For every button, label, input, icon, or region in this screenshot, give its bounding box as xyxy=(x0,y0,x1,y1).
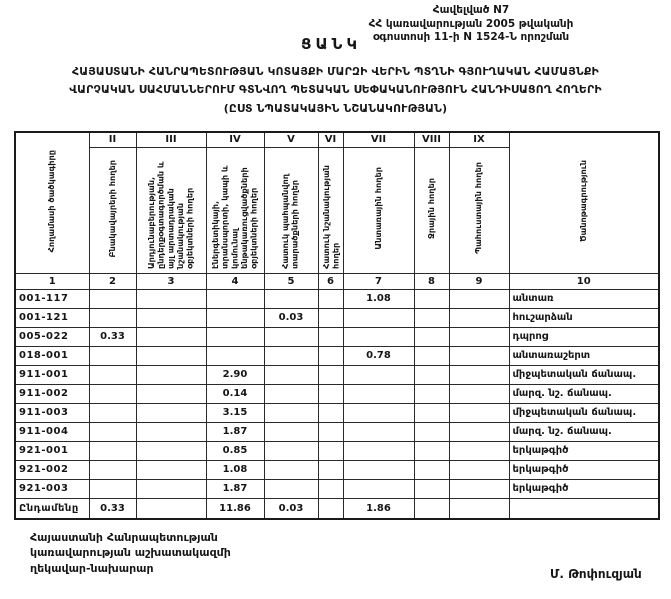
area-value xyxy=(136,384,206,403)
area-value xyxy=(414,346,449,365)
table-row xyxy=(15,346,659,365)
roman-numeral-V: V xyxy=(264,132,318,147)
note-cell: հուշարձան xyxy=(509,308,659,327)
roman-numeral-IV: IV xyxy=(206,132,264,147)
roman-numeral-VI: VI xyxy=(318,132,343,147)
area-value xyxy=(264,346,318,365)
plot-code: 001-117 xyxy=(15,289,89,308)
area-value xyxy=(136,327,206,346)
title-line: (ԸՍՏ ՆՊԱՏԱԿԱՅԻՆ ՆՇԱՆԱԿՈՒԹՅԱՆ) xyxy=(223,101,448,115)
area-value xyxy=(414,384,449,403)
area-value xyxy=(449,365,509,384)
table-row xyxy=(15,422,659,441)
plot-code: 911-004 xyxy=(15,422,89,441)
document-title xyxy=(0,63,671,118)
column-number: 7 xyxy=(343,273,414,289)
plot-code: 921-003 xyxy=(15,479,89,498)
area-value xyxy=(449,479,509,498)
plot-code: 911-001 xyxy=(15,365,89,384)
area-value xyxy=(206,308,264,327)
column-number: 10 xyxy=(509,273,659,289)
area-value xyxy=(264,479,318,498)
plot-code: 921-001 xyxy=(15,441,89,460)
table-row xyxy=(15,384,659,403)
area-value xyxy=(206,346,264,365)
roman-numeral-VIII: VIII xyxy=(414,132,449,147)
appendix-reference xyxy=(356,4,586,45)
land-list-table-wrapper xyxy=(14,131,660,520)
area-value xyxy=(264,460,318,479)
plot-code: 018-001 xyxy=(15,346,89,365)
plot-code: 005-022 xyxy=(15,327,89,346)
area-value xyxy=(449,384,509,403)
col-header-special-purpose-lands: Հատուկ նշանակության հողեր xyxy=(318,147,343,273)
area-value xyxy=(136,346,206,365)
area-value xyxy=(318,460,343,479)
area-value xyxy=(89,346,136,365)
note-cell: մարզ. նշ. ճանապ. xyxy=(509,422,659,441)
area-value xyxy=(206,327,264,346)
area-value: 0.14 xyxy=(206,384,264,403)
area-value: 0.78 xyxy=(343,346,414,365)
column-number-row xyxy=(15,273,659,289)
column-number: 2 xyxy=(89,273,136,289)
plot-code: 921-002 xyxy=(15,460,89,479)
col-header-energy-transport-lands: էներգետիկայի, տրանսպորտի, կապի և կոմունալ ենթակառուցվածքների օբյեկտների հողեր xyxy=(206,147,264,273)
col-header-reserve-lands: Պահուստային հողեր xyxy=(449,147,509,273)
note-cell: երկաթգիծ xyxy=(509,460,659,479)
total-industrial xyxy=(136,498,206,519)
area-value xyxy=(136,403,206,422)
area-value: 1.87 xyxy=(206,422,264,441)
note-cell: միջպետական ճանապ. xyxy=(509,365,659,384)
area-value: 0.85 xyxy=(206,441,264,460)
area-value: 3.15 xyxy=(206,403,264,422)
table-row xyxy=(15,441,659,460)
plot-code: 911-003 xyxy=(15,403,89,422)
area-value: 2.90 xyxy=(206,365,264,384)
note-cell: երկաթգիծ xyxy=(509,479,659,498)
area-value xyxy=(264,403,318,422)
area-value xyxy=(414,422,449,441)
area-value xyxy=(318,289,343,308)
area-value xyxy=(318,479,343,498)
area-value xyxy=(136,422,206,441)
roman-numeral-VII: VII xyxy=(343,132,414,147)
note-cell: անտառաշերտ xyxy=(509,346,659,365)
area-value xyxy=(89,403,136,422)
appendix-line: ՀՀ կառավարության 2005 թվականի xyxy=(368,17,574,30)
total-special xyxy=(318,498,343,519)
area-value xyxy=(449,403,509,422)
area-value xyxy=(89,479,136,498)
column-number: 5 xyxy=(264,273,318,289)
area-value xyxy=(89,460,136,479)
area-value xyxy=(318,308,343,327)
signatory-line: ղեկավար-նախարար xyxy=(30,561,154,575)
area-value xyxy=(343,384,414,403)
area-value xyxy=(414,308,449,327)
area-value xyxy=(343,308,414,327)
area-value xyxy=(318,422,343,441)
area-value xyxy=(318,327,343,346)
area-value xyxy=(449,327,509,346)
area-value xyxy=(318,384,343,403)
table-row xyxy=(15,327,659,346)
signatory-block xyxy=(30,530,231,576)
area-value: 0.03 xyxy=(264,308,318,327)
area-value xyxy=(414,327,449,346)
total-protected: 0.03 xyxy=(264,498,318,519)
area-value: 0.33 xyxy=(89,327,136,346)
area-value xyxy=(89,365,136,384)
table-row xyxy=(15,289,659,308)
total-reserve xyxy=(449,498,509,519)
area-value xyxy=(343,479,414,498)
table-row xyxy=(15,403,659,422)
note-cell: դպրոց xyxy=(509,327,659,346)
title-line: ՀԱՅԱՍՏԱՆԻ ՀԱՆՐԱՊԵՏՈՒԹՅԱՆ ԿՈՏԱՅՔԻ ՄԱՐԶԻ ՎԵՐԻՆ ՊՏՂՆԻ ԳՅՈՒՂԱԿԱՆ ՀԱՄԱՅՆՔԻ xyxy=(72,65,599,78)
total-energy-transport: 11.86 xyxy=(206,498,264,519)
area-value xyxy=(414,460,449,479)
note-cell: երկաթգիծ xyxy=(509,441,659,460)
area-value xyxy=(318,365,343,384)
area-value xyxy=(449,308,509,327)
signatory-line: կառավարության աշխատակազմի xyxy=(30,546,231,560)
total-forest: 1.86 xyxy=(343,498,414,519)
area-value xyxy=(264,327,318,346)
roman-numeral-IX: IX xyxy=(449,132,509,147)
area-value xyxy=(449,460,509,479)
area-value xyxy=(449,346,509,365)
col-header-industrial-lands: Արդյունաբերության, ընդերքօգտագործման և այլ արտադրական նշանակության օբյեկտների հողեր xyxy=(136,147,206,273)
table-row xyxy=(15,308,659,327)
note-cell: միջպետական ճանապ. xyxy=(509,403,659,422)
area-value xyxy=(206,289,264,308)
area-value: 1.87 xyxy=(206,479,264,498)
area-value xyxy=(264,289,318,308)
total-row xyxy=(15,498,659,519)
note-cell: մարզ. նշ. ճանապ. xyxy=(509,384,659,403)
table-row xyxy=(15,479,659,498)
area-value xyxy=(414,365,449,384)
col-header-note: Ծանոթագրություն xyxy=(509,132,659,273)
area-value xyxy=(136,289,206,308)
title-line: ՎԱՐՉԱԿԱՆ ՍԱՀՄԱՆՆԵՐՈՒՄ ԳՏՆՎՈՂ ՊԵՏԱԿԱՆ ՍԵՓԱԿԱՆՈՒԹՅՈՒՆ ՀԱՆԴԻՍԱՑՈՂ ՀՈՂԵՐԻ xyxy=(69,83,602,97)
table-body xyxy=(15,289,659,498)
area-value xyxy=(264,441,318,460)
area-value xyxy=(89,422,136,441)
area-value xyxy=(136,308,206,327)
roman-numeral-III: III xyxy=(136,132,206,147)
area-value xyxy=(449,289,509,308)
area-value xyxy=(343,422,414,441)
appendix-line: Հավելված N7 xyxy=(432,4,510,16)
roman-numeral-II: II xyxy=(89,132,136,147)
col-header-plot-code: Հողամասի ծածկագիրը xyxy=(15,132,89,273)
col-header-settlement-lands: Բնակավայրերի հողեր xyxy=(89,147,136,273)
plot-code: 911-002 xyxy=(15,384,89,403)
area-value xyxy=(136,460,206,479)
table-row xyxy=(15,365,659,384)
total-settlement: 0.33 xyxy=(89,498,136,519)
area-value xyxy=(343,460,414,479)
area-value xyxy=(318,346,343,365)
area-value xyxy=(343,403,414,422)
area-value: 1.08 xyxy=(206,460,264,479)
land-list-table xyxy=(14,131,660,520)
total-label: Ընդամենը xyxy=(15,498,89,519)
area-value xyxy=(89,384,136,403)
area-value xyxy=(264,384,318,403)
area-value xyxy=(414,479,449,498)
area-value xyxy=(89,441,136,460)
area-value xyxy=(343,365,414,384)
area-value xyxy=(264,422,318,441)
col-header-protected-lands: Հատուկ պահպանվող տարածքների հողեր xyxy=(264,147,318,273)
column-number: 1 xyxy=(15,273,89,289)
table-row xyxy=(15,460,659,479)
total-note xyxy=(509,498,659,519)
column-number: 4 xyxy=(206,273,264,289)
col-header-forest-lands: Անտառային հողեր xyxy=(343,147,414,273)
area-value xyxy=(343,441,414,460)
area-value xyxy=(89,289,136,308)
column-number: 8 xyxy=(414,273,449,289)
column-number: 9 xyxy=(449,273,509,289)
column-number: 3 xyxy=(136,273,206,289)
area-value xyxy=(449,441,509,460)
area-value xyxy=(414,441,449,460)
column-number: 6 xyxy=(318,273,343,289)
area-value xyxy=(318,403,343,422)
area-value xyxy=(343,327,414,346)
area-value: 1.08 xyxy=(343,289,414,308)
roman-numeral-row xyxy=(15,132,659,147)
area-value xyxy=(318,441,343,460)
signatory-line: Հայաստանի Հանրապետության xyxy=(30,531,218,544)
area-value xyxy=(264,365,318,384)
plot-code: 001-121 xyxy=(15,308,89,327)
appendix-line: օգոստոսի 11-ի N 1524-Ն որոշման xyxy=(372,31,570,44)
area-value xyxy=(414,403,449,422)
area-value xyxy=(449,422,509,441)
area-value xyxy=(89,308,136,327)
note-cell: անտառ xyxy=(509,289,659,308)
signature-name: Մ. Թոփուզյան xyxy=(550,567,642,581)
area-value xyxy=(136,441,206,460)
document-type-title: ՑԱՆԿ xyxy=(301,35,362,53)
area-value xyxy=(136,365,206,384)
total-water xyxy=(414,498,449,519)
col-header-water-lands: Ջրային հողեր xyxy=(414,147,449,273)
area-value xyxy=(414,289,449,308)
area-value xyxy=(136,479,206,498)
